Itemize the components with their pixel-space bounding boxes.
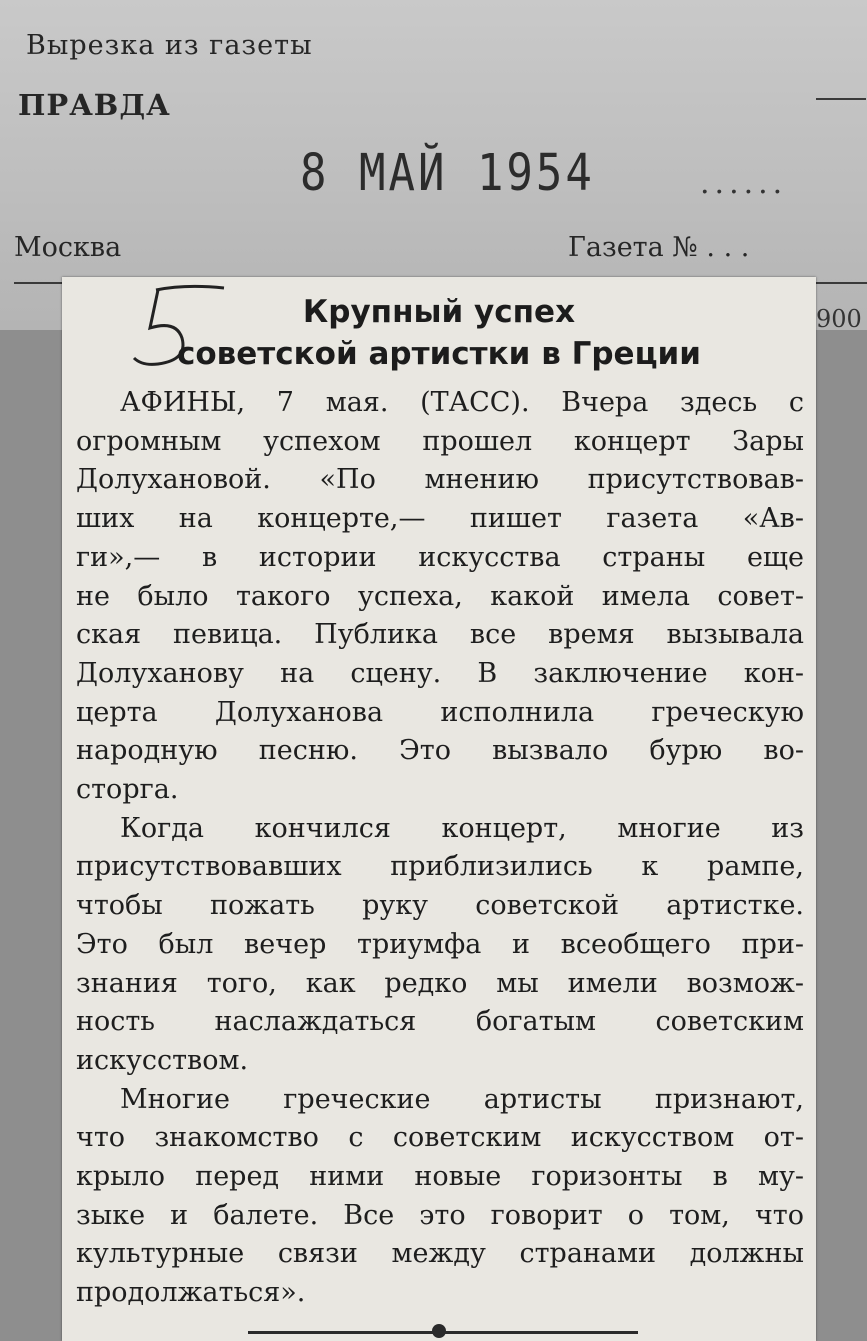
article-line: ших на концерте,— пишет газета «Ав- — [76, 503, 804, 535]
article-line: знания того, как редко мы имели возмож- — [76, 967, 804, 999]
article-line: Это был вечер триумфа и всеобщего при- — [76, 928, 804, 960]
date-stamp: 8 МАЙ 1954 — [300, 144, 595, 203]
card-rule-short — [816, 98, 866, 100]
clip-header: Вырезка из газеты — [26, 30, 313, 61]
article-line: ская певица. Публика все время вызывала — [76, 619, 804, 651]
article-line: церта Долуханова исполнила греческую — [76, 696, 804, 728]
article-body — [76, 384, 804, 1313]
article-line: присутствовавших приблизились к рампе, — [76, 851, 804, 883]
edge-number: 900 — [816, 305, 862, 333]
article-paragraph — [76, 384, 804, 810]
article-line: ги»,— в истории искусства страны еще — [76, 541, 804, 573]
article-line: ность наслаждаться богатым советским — [76, 1006, 804, 1038]
article-line: Многие греческие артисты признают, — [120, 1083, 804, 1115]
article-line: Долухановой. «По мнению присутствовав- — [76, 464, 804, 496]
article-line: Долуханову на сцену. В заключение кон- — [76, 657, 804, 689]
article-line: огромным успехом прошел концерт Зары — [76, 425, 804, 457]
paper-name: ПРАВДА — [18, 88, 171, 122]
stamp-trail-dots: ...... — [700, 166, 788, 201]
article-line: искусством. — [76, 1044, 249, 1076]
headline-line-1: Крупный успех — [302, 294, 576, 330]
article-line: продолжаться». — [76, 1277, 306, 1309]
city-label: Москва — [14, 232, 122, 263]
article-line: сторга. — [76, 774, 179, 806]
article-line: что знакомство с советским искусством от- — [76, 1122, 804, 1154]
article-paragraph — [76, 1081, 804, 1313]
article-line: АФИНЫ, 7 мая. (ТАСС). Вчера здесь с — [120, 387, 804, 418]
article-line: Когда кончился концерт, многие из — [120, 812, 804, 844]
article-line: чтобы пожать руку советской артистке. — [76, 890, 804, 922]
article-paragraph — [76, 810, 804, 1081]
article-line: народную песню. Это вызвало бурю во- — [76, 735, 804, 767]
article-line: зыке и балете. Все это говорит о том, что — [76, 1199, 804, 1231]
separator-dot — [432, 1324, 446, 1338]
headline-line-2: советской артистки в Греции — [176, 336, 701, 372]
article-line: культурные связи между странами должны — [76, 1238, 804, 1270]
article-line: крыло перед ними новые горизонты в му- — [76, 1161, 804, 1193]
gazeta-number-label: Газета № . . . — [568, 232, 750, 263]
article-line: не было такого успеха, какой имела совет- — [76, 580, 804, 612]
